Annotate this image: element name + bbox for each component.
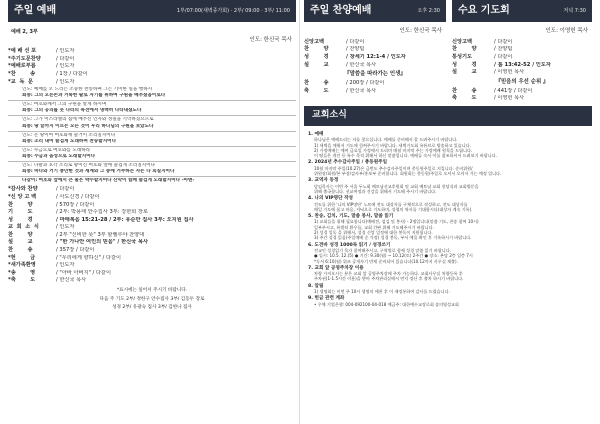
reading-line: 회중: 그의 공의를 뭇 나라의 목전에서 명백히 나타내셨도다	[22, 108, 142, 114]
order-row: 축 도 / 한신국 목사	[304, 87, 377, 94]
news-item-heading: 5. 찬송, 김치, 기도, 말씀 봉사, 말씀 읽기	[308, 214, 394, 220]
news-list	[308, 130, 592, 307]
column-divider	[299, 0, 300, 424]
news-item-line: 일부주시고, 특별히 환우를, 교회 간판 위해 기도해주시기 바랍니다.	[314, 224, 434, 230]
news-item-line: 1) 새벽을 깨워서 기도에 힘써주시기 바랍니다. 새벽기도회 유튜브로 방송하고 있습니다.	[314, 142, 471, 148]
order-row: 설 교 / 이영헌 목사	[452, 69, 525, 76]
order-list-1	[8, 48, 296, 86]
sunday-preacher: 인도: 한신국 목사	[249, 37, 292, 44]
order-list-2	[8, 186, 296, 285]
order-row: 찬 양 / 찬양팀	[452, 46, 513, 53]
news-title: 교회소식	[312, 110, 347, 121]
order-row: 설 교 / "한 가나안 여인의 믿음" / 한신국 목사	[8, 239, 148, 246]
order-row: 성 경 / 롬 13:42-52 / 인도자	[452, 61, 551, 68]
responsive-reading	[8, 87, 296, 184]
order-row: 찬 송 / 200장 / 다같이	[304, 80, 385, 86]
news-item-heading: 9. 헌금 관련 계좌	[308, 296, 345, 302]
reading-line: 회중: 수금과 음성으로 노래할지어다	[22, 153, 96, 159]
prayer-preacher: 인도: 이영헌 목사	[545, 28, 588, 34]
order-row: 찬 송 / 357장 / 다같이	[8, 247, 95, 254]
order-row: 설 교 / 한신국 목사	[304, 61, 377, 68]
prayer-sermon-title: 『믿음의 우선 순위 』	[495, 78, 549, 85]
reading-line: 인도: 온 땅이여 여호와께 즐거이 소리칠지어다	[22, 132, 116, 138]
order-row: 기 도 / 2부: 박용태 안수집사 3부: 강한희 장로	[8, 209, 148, 216]
order-row: *찬 송 / 1장 / 다같이	[8, 70, 88, 77]
news-item-line: 하나님은 예배드리는 자를 찾으십니다. 예배를 준비해서 잘 드려주시기 바랍니다.	[314, 137, 458, 143]
order-row: 찬 양 / 570장 / 다같이	[8, 201, 95, 208]
news-item-heading: 7. 교회 앞 공영주차장 이용	[308, 265, 364, 271]
sunday-service-header	[8, 0, 296, 22]
news-item-line: 차량 가져오시는 분은 교회 앞 공영주차장에 주차 가능하다. 교회사무실 차량등록 후	[314, 271, 463, 277]
news-item-line: 위원장/회원/본 부장/감사부/홍보부 준비합니다. 회원회는 총동원/주일로 오셔서 오셔서 가는 예정 입니다.	[314, 171, 502, 177]
news-item-line: 1) 교회들을 위해 필요합니다(예배전, 섬김 및 봉사) - 2명입니다(말씀 기도, 찬송 참여 10시)	[314, 219, 479, 225]
sunday-praise-column	[304, 0, 446, 95]
news-item-line: 주차권(1-1.5시간 이용)을 받아 주차관리실에서 먼저 정산 후 출차 하시기 바랍니다.	[314, 276, 464, 282]
news-item-heading: 2. 2024년 추수감사주일 / 총동원주일	[308, 160, 388, 166]
news-item-line: 2) 성경 일독 을 위해서, 성경 신앙 일정에 대한 봉독이 지원됩니다.	[314, 230, 433, 236]
sunday-service-column	[8, 0, 296, 310]
next-week-prayer: 다음 주 기도 2부/ 정한구 안수집사 3부/ 김동두 장로	[99, 296, 205, 302]
order-row: 신앙고백 / 다같이	[304, 38, 365, 45]
order-row: 축 도 / 이영헌 목사	[452, 95, 525, 102]
order-row: *예배로부름 / 인도자	[8, 63, 75, 70]
order-row: 찬 양 / 찬양팀	[304, 46, 365, 53]
prayer-title: 수요 기도회	[458, 4, 510, 16]
order-row: 찬 송 / 441장 / 다같이	[452, 87, 533, 94]
news-item-line: 2) 가정예배는 예여 금요일 가정에서 드리며 매월 마지막 주는 가정예배 원칙을 드립니다.	[314, 147, 473, 153]
order-row: *헌 금 / "우리에게 향하신" / 다같이	[8, 254, 121, 261]
news-item-line: 전교인 성경읽기 목자 참여해주시고, 구역별로 함께 성경 말씀 읽기 바랍니다.	[314, 247, 451, 253]
news-item-heading: 4. 나의 VIP명단 작성	[308, 196, 353, 202]
order-row: 통성기도 / 다같이	[452, 54, 513, 61]
reading-line: 회중: 소리 내어 즐겁게 노래하며 찬송할지어다	[22, 138, 117, 144]
reading-line: 인도: 그가 이스라엘의 집에 베푸신 인자와 성실을 기억하셨으므로	[22, 117, 154, 123]
news-item-line: 담임목사는 이번 주 서울 두노회 베트남선교후원회 및 교회 베트남 교회 헌당식과 교회방문을	[314, 183, 479, 189]
standing-note: *표시에는 일어서 주시기 바랍니다.	[116, 288, 188, 294]
reading-line: 다같이: 여호와 앞에서 큰 물은 박수할지어다 산악이 함께 즐겁게 노래할지어다 -아멘-	[22, 178, 195, 184]
order-row: *주기도문찬양 / 다같이	[8, 55, 75, 62]
order-row: 찬 양 / 2부 "신비한 뜻" 3부 할렐루야 찬양대	[8, 231, 145, 238]
reading-line: 인도: 예배를 오 드리는 소중한 찬송하며 그는 기이한 일을 행하시	[22, 87, 153, 93]
news-item-line: 전도를 위한 '나의 VIP명단' 노트에 전도 대상자를 구체적으로 작성하고, 전도 대상자를	[314, 201, 468, 207]
news-item-line: 위해 출국합니다. 선교여정과 건강을 위해서 기도해 주시기 바랍니다.	[314, 188, 437, 194]
sunday-service-title: 주일 예배	[14, 4, 57, 16]
next-week-reading: 성경 2부/ 유광숙 집사 3부/ 김한나 집사	[112, 304, 192, 310]
order-row: *축 도 / 한신국 목사	[8, 277, 87, 284]
prayer-time: 저녁 7:30	[563, 7, 586, 14]
order-row: *새가족환영 / 인도자	[8, 262, 75, 269]
praise-time: 오후 2:30	[417, 7, 440, 14]
order-row: *감사와 찬양 / 다같이	[8, 186, 75, 193]
news-item-heading: 6. 도전바 성경 1000독 읽기 / 성경쓰기	[308, 242, 391, 248]
order-row: *예 배 선 포 / 인도자	[8, 48, 75, 55]
news-item-line: • 우체 기업은행: 004-092100-04-018 예금주: 대한예수교장로회 송의영성교회	[314, 301, 459, 307]
sunday-service-times: 1부/07:00(새벽종가회) · 2부/ 09:00 · 3부/ 11:00	[176, 7, 290, 14]
reading-line: 회중: 그의 오른손과 거룩한 팔로 자기를 위하여 구원을 베푸셨음이로다	[22, 93, 166, 99]
reading-line: 회중: 바다와 거기 충만한 것과 세계와 그 중에 거주하는 자는 다 외칠지어다	[22, 169, 175, 175]
praise-header	[304, 0, 446, 22]
wednesday-prayer-column	[452, 0, 592, 103]
praise-sermon-title: 『말씀을 따라가는 인생』	[344, 71, 406, 78]
reading-line: 회중: 땅 끝까지 이르는 모든 것이 우리 하나님의 구원을 보았도다	[22, 123, 154, 129]
praise-preacher: 인도: 한신국 목사	[399, 28, 442, 34]
reading-line: 인도: 여호와께서 그의 구원을 알게 하시며	[22, 102, 107, 108]
order-row: 교 회 소 식 / 인도자	[8, 224, 75, 231]
news-item-line: 이 땅들은 개인 등 특수 목적 위해서 하신 말씀입니다. 예배들 숙서 이를 참조하셔서 드려보기 바랍니다.	[314, 153, 497, 159]
order-row: *송 영 / "아바 아버지" / 다같이	[8, 269, 111, 276]
reading-line: 인도: 수금으로 여호와를 노래하라	[22, 147, 91, 153]
news-item-heading: 8. 알림	[308, 283, 324, 289]
news-item-line: *독서 6:10(월) 위즈 공개자기 반제 준비되어 있습니다(10.12까지 사무실 제출).	[314, 258, 458, 264]
news-item-line: 매일 기도에 품고 마음, 저녁으로 기도하며, 성령의 역사를 기대합시다(대상자 계속 기록).	[314, 206, 473, 212]
news-item-line: 10월 마지막 주일(10.27)은 금번도 추수감사주일이며 총동원주일로 지킵니다. 준비위원/	[314, 165, 473, 171]
service-subtitle: 예배 2, 3부	[11, 29, 38, 35]
news-item-line: ● 일시: 10.5. 12.(5) ● 기간: 9.30(월) ~ 10.12(토) 2주간 ● 장소: 본당 2층 일층 7시	[314, 253, 473, 259]
prayer-header	[452, 0, 592, 22]
order-row: 신앙고백 / 다같이	[452, 38, 513, 45]
news-item-heading: 1. 예배	[308, 132, 324, 137]
order-row: 성 경 / 창세기 12:1-4 / 인도자	[304, 54, 406, 61]
news-item-line: 1) 생명회는 이번 주 10시 생명의 애찬 후 이 재정통하여 감사를 드렸습니다.	[314, 289, 450, 295]
praise-title: 주일 찬양예배	[310, 4, 372, 16]
order-row: *교 독 문 / 인도자	[8, 78, 75, 85]
reading-line: 인도: 나팔과 호각 소리로 왕이신 여호와 앞에 즐겁게 소리칠지어다	[22, 163, 156, 169]
order-row: *신 앙 고 백 / 사도신경 / 다같이	[8, 193, 100, 200]
news-header	[304, 106, 592, 126]
order-row: 성 경 / 마태복음 15:21-28 / 2부: 유순만 집사 3부: 오지원 집사	[8, 216, 194, 223]
news-item-line: 3) 주간 성경 읽음(주일예배 순 가정) 성경 봉독, 부서 예물 확인 후 기록하시기 바랍니다.	[314, 235, 472, 241]
news-item-heading: 3. 교역자 동정	[308, 178, 339, 184]
